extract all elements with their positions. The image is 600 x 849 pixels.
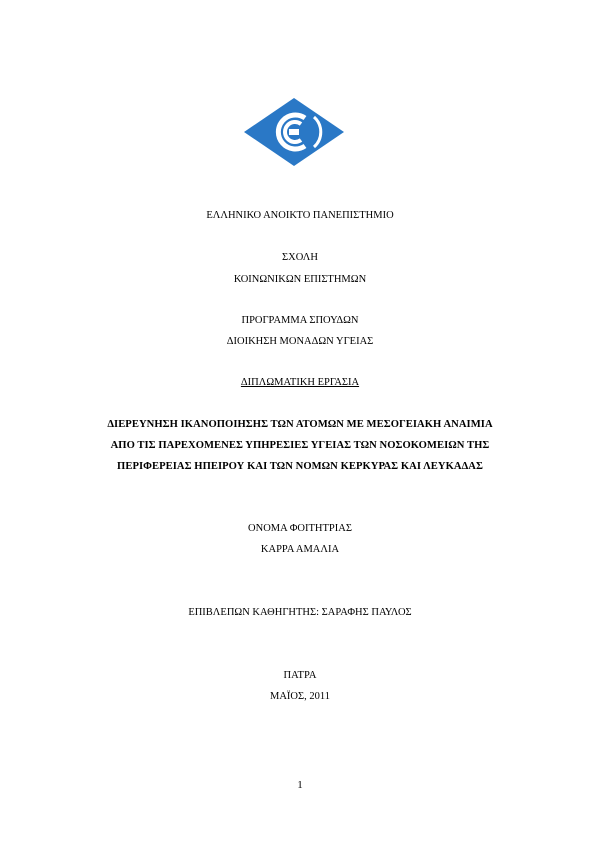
- student-name: ΚΑΡΡΑ ΑΜΑΛΙΑ: [260, 544, 340, 555]
- date: ΜΑΪΟΣ, 2011: [270, 691, 330, 702]
- supervisor: ΕΠΙΒΛΕΠΩΝ ΚΑΘΗΓΗΤΗΣ: ΣΑΡΑΦΗΣ ΠΑΥΛΟΣ: [188, 607, 412, 618]
- place: ΠΑΤΡΑ: [283, 670, 317, 681]
- thesis-title-line-3: ΠΕΡΙΦΕΡΕΙΑΣ ΗΠΕΙΡΟΥ ΚΑΙ ΤΩΝ ΝΟΜΩΝ ΚΕΡΚΥΡΑΣ ΚΑΙ ΛΕΥΚΑΔΑΣ: [117, 461, 483, 472]
- program-label: ΠΡΟΓΡΑΜΜΑ ΣΠΟΥΔΩΝ: [241, 315, 359, 326]
- student-label: ΟΝΟΜΑ ΦΟΙΤΗΤΡΙΑΣ: [248, 523, 352, 534]
- document-type: ΔΙΠΛΩΜΑΤΙΚΗ ΕΡΓΑΣΙΑ: [240, 377, 360, 388]
- thesis-title-line-2: ΑΠΟ ΤΙΣ ΠΑΡΕΧΟΜΕΝΕΣ ΥΠΗΡΕΣΙΕΣ ΥΓΕΙΑΣ ΤΩΝ ΝΟΣΟΚΟΜΕΙΩΝ ΤΗΣ: [110, 440, 490, 451]
- university-logo-icon: [243, 97, 345, 167]
- school-label: ΣΧΟΛΗ: [282, 252, 318, 263]
- thesis-title-line-1: ΔΙΕΡΕΥΝΗΣΗ ΙΚΑΝΟΠΟΙΗΣΗΣ ΤΩΝ ΑΤΟΜΩΝ ΜΕ ΜΕΣΟΓΕΙΑΚΗ ΑΝΑΙΜΙΑ: [107, 419, 493, 430]
- institution-name: ΕΛΛΗΝΙΚΟ ΑΝΟΙΚΤΟ ΠΑΝΕΠΙΣΤΗΜΙΟ: [206, 210, 394, 221]
- school-name: ΚΟΙΝΩΝΙΚΩΝ ΕΠΙΣΤΗΜΩΝ: [233, 274, 367, 285]
- program-name: ΔΙΟΙΚΗΣΗ ΜΟΝΑΔΩΝ ΥΓΕΙΑΣ: [226, 336, 374, 347]
- page-number: 1: [297, 779, 303, 791]
